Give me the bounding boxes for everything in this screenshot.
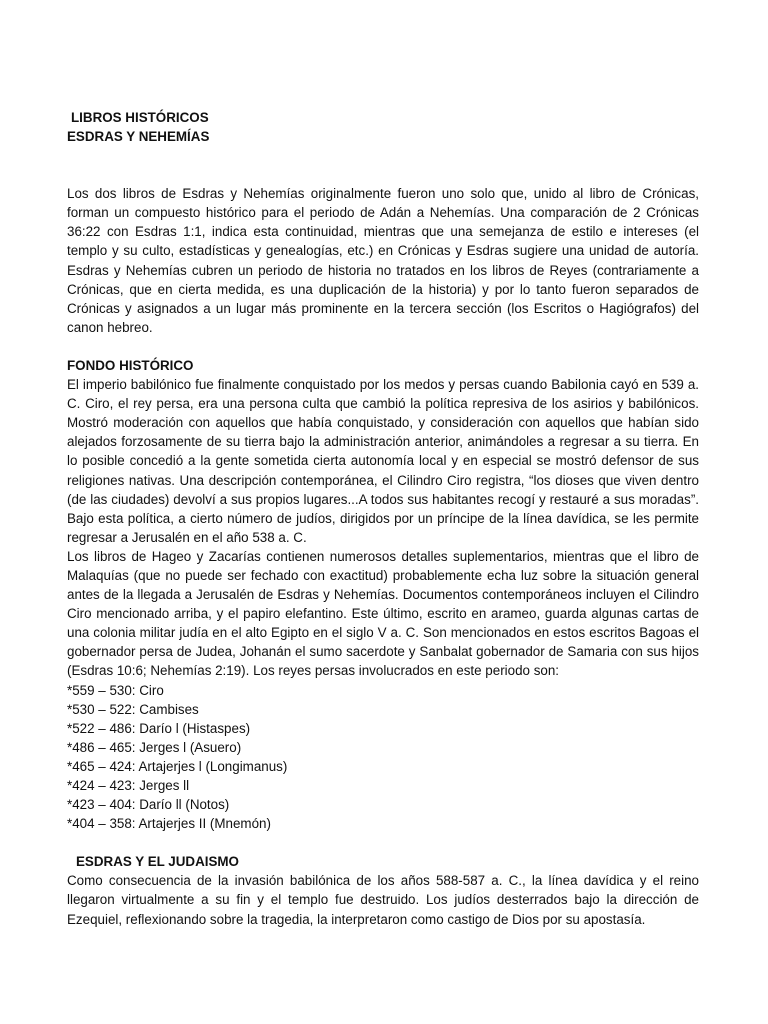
persian-kings-list — [67, 681, 699, 834]
spacer — [67, 146, 699, 184]
list-item: *486 – 465: Jerges l (Asuero) — [67, 739, 242, 755]
list-item: *559 – 530: Ciro — [67, 682, 164, 698]
list-item: *423 – 404: Darío ll (Notos) — [67, 797, 230, 813]
spacer — [67, 833, 699, 852]
document-page — [67, 108, 699, 929]
fondo-paragraph-2: Los libros de Hageo y Zacarías contienen numerosos detalles suplementarios, mientras que el libro de Malaquías (que no puede ser fechado con exactitud) probablemente echa luz sobre la situación general antes de la llegada a Jerusalén de Esdras y Nehemías. Documentos contemporáneos incluyen el Cilindro Ciro mencionado arriba, y el papiro elefantino. Este último, escrito en arameo, guarda algunas cartas de una colonia militar judía en el alto Egipto en el siglo V a. C. Son mencionados en estos escritos Bagoas el gobernador persa de Judea, Johanán el sumo sacerdote y Sanbalat gobernador de Samaria con sus hijos (Esdras 10:6; Nehemías 2:19). Los reyes persas involucrados en este periodo son: — [67, 548, 699, 679]
spacer — [67, 337, 699, 356]
fondo-paragraph-1: El imperio babilónico fue finalmente conquistado por los medos y persas cuando Babilonia cayó en 539 a. C. Ciro, el rey persa, era una persona culta que cambió la política represiva de los asirios y babilónicos. Mostró moderación con aquellos que había conquistado, y consideración con aquellos que habían sido alejados forzosamente de su tierra bajo la administración anterior, animándoles a regresar a su tierra. En lo posible concedió a la gente sometida cierta autonomía local y en especial se mostró defensor de sus religiones nativas. Una descripción contemporánea, el Cilindro Ciro registra, “los dioses que viven dentro (de las ciudades) devolví a sus propios lugares...A todos sus habitantes recogí y restauré a sus moradas”. Bajo esta política, a cierto número de judíos, dirigidos por un príncipe de la línea davídica, se les permite regresar a Jerusalén en el año 538 a. C. — [67, 377, 699, 545]
title-line-1: LIBROS HISTÓRICOS — [71, 110, 209, 125]
list-item: *465 – 424: Artajerjes l (Longimanus) — [67, 758, 288, 774]
section-heading-judaismo: ESDRAS Y EL JUDAISMO — [76, 854, 239, 870]
intro-paragraph: Los dos libros de Esdras y Nehemías originalmente fueron uno solo que, unido al libro de Crónicas, forman un compuesto histórico para el periodo de Adán a Nehemías. Una comparación de 2 Crónicas 36:22 con Esdras 1:1, indica esta continuidad, mientras que una semejanza de estilo e intereses (el templo y su culto, estadísticas y genealogías, etc.) en Crónicas y Esdras sugiere una unidad de autoría. Esdras y Nehemías cubren un periodo de historia no tratados en los libros de Reyes (contrariamente a Crónicas, que en cierta medida, es una duplicación de la historia) y por lo tanto fueron separados de Crónicas y asignados a un lugar más prominente en la tercera sección (los Escritos o Hagiógrafos) del canon hebreo. — [67, 186, 699, 335]
title-line-2: ESDRAS Y NEHEMÍAS — [67, 129, 210, 145]
list-item: *404 – 358: Artajerjes II (Mnemón) — [67, 816, 271, 832]
list-item: *530 – 522: Cambises — [67, 701, 199, 717]
list-item: *424 – 423: Jerges ll — [67, 778, 190, 793]
judaismo-paragraph-1: Como consecuencia de la invasión babilónica de los años 588-587 a. C., la línea davídica y el reino llegaron virtualmente a su fin y el templo fue destruido. Los judíos desterrados bajo la dirección de Ezequiel, reflexionando sobre la tragedia, la interpretaron como castigo de Dios por su apostasía. — [67, 873, 699, 927]
list-item: *522 – 486: Darío l (Histaspes) — [67, 720, 251, 736]
section-heading-fondo: FONDO HISTÓRICO — [67, 357, 194, 373]
